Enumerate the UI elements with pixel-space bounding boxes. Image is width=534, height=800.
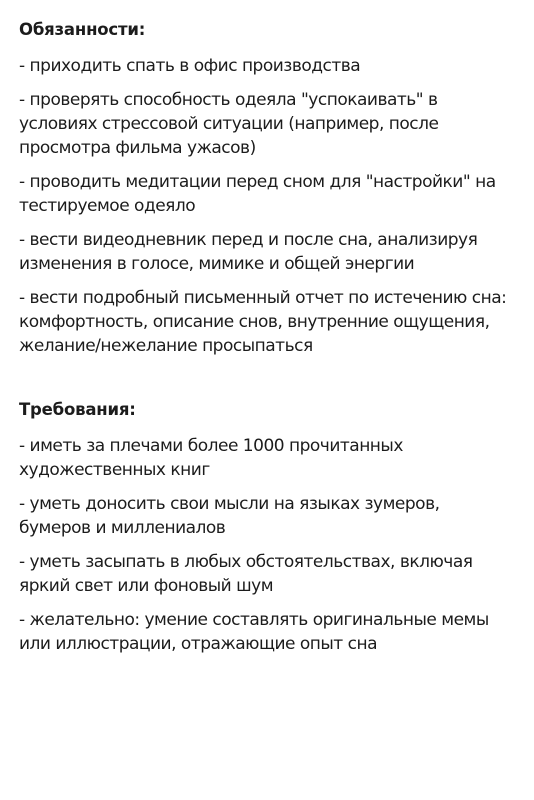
requirements-list: [19, 434, 512, 656]
requirement-item: - уметь засыпать в любых обстоятельствах, включая яркий свет или фоновый шум: [19, 552, 473, 596]
duties-title: Обязанности:: [19, 20, 146, 39]
duties-section: [19, 18, 512, 358]
requirement-item: - иметь за плечами более 1000 прочитанных художественных книг: [19, 436, 403, 480]
requirements-title: Требования:: [19, 400, 136, 419]
duty-item: - проверять способность одеяла "успокаивать" в условиях стрессовой ситуации (например, после просмотра фильма ужасов): [19, 90, 439, 158]
requirement-item: - желательно: умение составлять оригинальные мемы или иллюстрации, отражающие опыт сна: [19, 610, 489, 654]
duty-item: - вести видеодневник перед и после сна, анализируя изменения в голосе, мимике и общей энергии: [19, 230, 478, 274]
requirement-item: - уметь доносить свои мысли на языках зумеров, бумеров и миллениалов: [19, 494, 440, 538]
duties-list: [19, 54, 512, 358]
requirements-section: [19, 398, 512, 656]
duty-item: - проводить медитации перед сном для "настройки" на тестируемое одеяло: [19, 172, 496, 216]
duty-item: - приходить спать в офис производства: [19, 56, 361, 76]
duty-item: - вести подробный письменный отчет по истечению сна: комфортность, описание снов, внутренние ощущения, желание/нежелание просыпаться: [19, 288, 507, 356]
